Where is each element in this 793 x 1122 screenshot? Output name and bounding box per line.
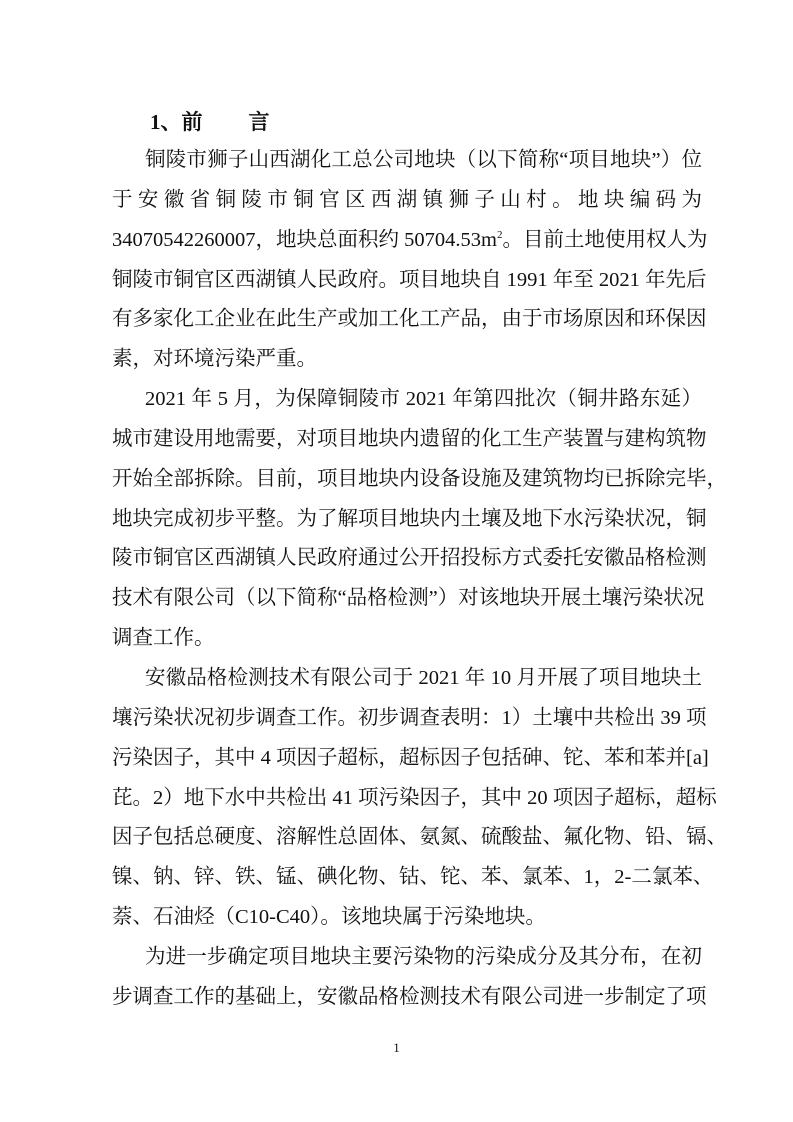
paragraph-1	[112, 141, 708, 380]
paragraph-4	[112, 938, 707, 1018]
text-line: 技术有限公司（以下简称“品格检测”）对该地块开展土壤污染状况	[112, 587, 705, 610]
text-line: 调查工作。	[112, 627, 215, 650]
superscript: 2	[496, 228, 503, 241]
text-line: 镍、钠、锌、铁、锰、碘化物、钴、铊、苯、氯苯、1，2-二氯苯、	[112, 866, 714, 889]
text-line: 萘、石油烃（C10-C40）。该地块属于污染地块。	[112, 906, 546, 929]
text-line: 城市建设用地需要，对项目地块内遗留的化工生产装置与建构筑物	[112, 427, 707, 450]
text-line: 壤污染状况初步调查工作。初步调查表明：1）土壤中共检出 39 项	[112, 706, 707, 729]
section-heading	[150, 106, 270, 136]
area-text: 34070542260007，地块总面积约 50704.53m	[112, 228, 497, 251]
text-line: 步调查工作的基础上，安徽品格检测技术有限公司进一步制定了项	[112, 985, 707, 1008]
text-line: 因子包括总硬度、溶解性总固体、氨氮、硫酸盐、氟化物、铅、镉、	[112, 826, 727, 849]
text-line: 地块完成初步平整。为了解项目地块内土壤及地下水污染状况，铜	[112, 507, 707, 530]
text-line	[112, 221, 708, 261]
paragraph-3	[112, 659, 727, 938]
text-line: 污染因子，其中 4 项因子超标，超标因子包括砷、铊、苯和苯并[a]	[112, 746, 709, 769]
text-line: 2021 年 5 月，为保障铜陵市 2021 年第四批次（铜井路东延）	[145, 388, 702, 411]
page-number: 1	[393, 1040, 400, 1055]
text-line: 安徽品格检测技术有限公司于 2021 年 10 月开展了项目地块土	[145, 666, 702, 689]
document-body	[112, 141, 727, 1018]
text-line: 有多家化工企业在此生产或加工化工产品，由于市场原因和环保因	[112, 308, 707, 331]
heading-word: 言	[248, 110, 270, 134]
text-line: 陵市铜官区西湖镇人民政府通过公开招投标方式委托安徽品格检测	[112, 547, 707, 570]
text-line: 铜陵市狮子山西湖化工总公司地块（以下简称“项目地块”）位	[145, 149, 702, 171]
heading-number: 1、前	[150, 110, 203, 134]
text-line: 开始全部拆除。目前，项目地块内设备设施及建筑物均已拆除完毕，	[112, 467, 727, 490]
line-tail: 。目前土地使用权人为	[502, 228, 708, 251]
text-line: 芘。2）地下水中共检出 41 项污染因子，其中 20 项因子超标，超标	[112, 786, 717, 809]
text-line: 为进一步确定项目地块主要污染物的污染成分及其分布，在初	[145, 945, 702, 968]
text-line: 铜陵市铜官区西湖镇人民政府。项目地块自 1991 年至 2021 年先后	[112, 268, 707, 291]
paragraph-2	[112, 380, 727, 659]
text-line: 素，对环境污染严重。	[112, 348, 317, 371]
text-line: 于安徽省铜陵市铜官区西湖镇狮子山村。地块编码为	[112, 188, 702, 211]
